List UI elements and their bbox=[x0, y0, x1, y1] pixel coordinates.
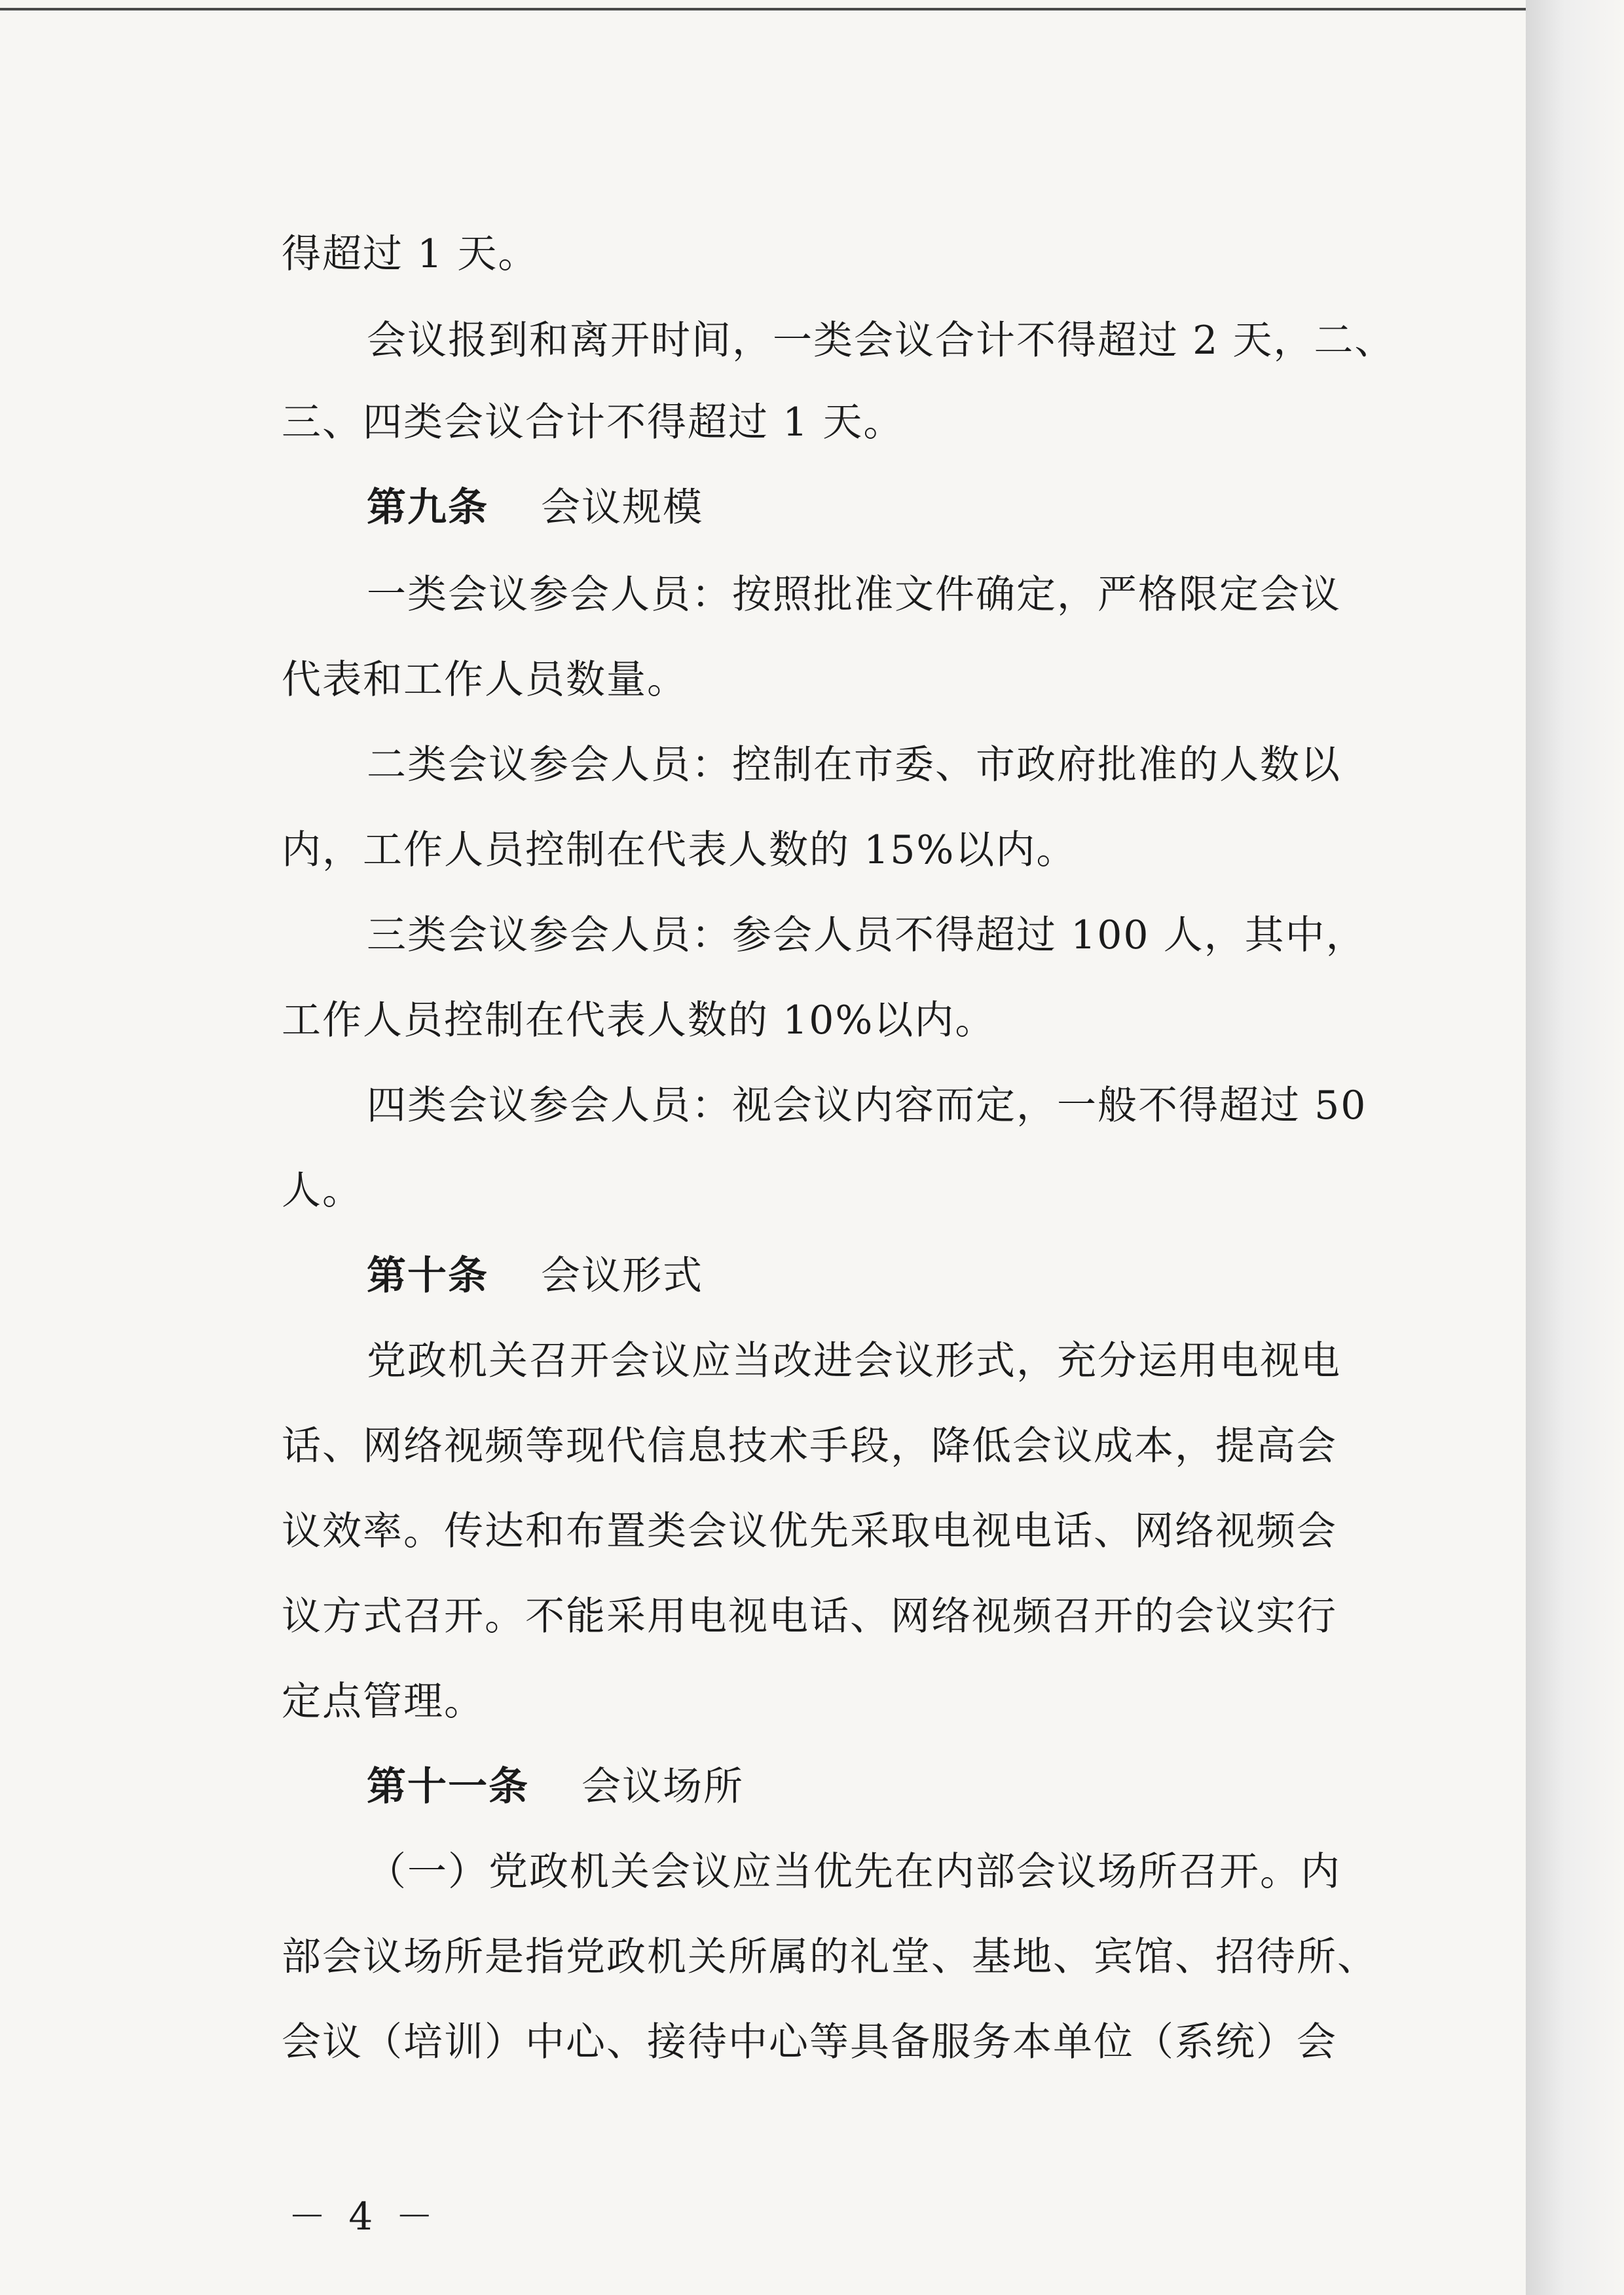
scan-edge-shadow bbox=[1526, 0, 1624, 2295]
paragraph-line: 三、四类会议合计不得超过 1 天。 bbox=[282, 400, 904, 445]
page-number: － 4 － bbox=[288, 2194, 439, 2239]
article-title: 会议场所 bbox=[581, 1764, 744, 1810]
paragraph-line: 会议报到和离开时间，一类会议合计不得超过 2 天，二、 bbox=[367, 318, 1395, 364]
paragraph-line: 二类会议参会人员：控制在市委、市政府批准的人数以 bbox=[367, 742, 1341, 788]
paragraph-line: 一类会议参会人员：按照批准文件确定，严格限定会议 bbox=[367, 572, 1341, 618]
article-number: 第十一条 bbox=[367, 1764, 529, 1810]
paragraph-line: 定点管理。 bbox=[282, 1679, 485, 1725]
paragraph-line: 工作人员控制在代表人数的 10%以内。 bbox=[282, 998, 996, 1043]
paragraph-line: 内，工作人员控制在代表人数的 15%以内。 bbox=[282, 827, 1077, 873]
article-heading-11 bbox=[367, 1761, 744, 1813]
paragraph-line: 得超过 1 天。 bbox=[282, 231, 539, 277]
article-title: 会议规模 bbox=[541, 485, 703, 531]
paragraph-line: 议效率。传达和布置类会议优先采取电视电话、网络视频会 bbox=[282, 1508, 1337, 1554]
top-border-line bbox=[0, 8, 1526, 10]
article-heading-9 bbox=[367, 481, 703, 534]
article-title: 会议形式 bbox=[541, 1253, 703, 1299]
paragraph-line: 四类会议参会人员：视会议内容而定，一般不得超过 50 bbox=[367, 1083, 1367, 1129]
paragraph-line: （一）党政机关会议应当优先在内部会议场所召开。内 bbox=[367, 1849, 1341, 1895]
article-number: 第十条 bbox=[367, 1253, 489, 1299]
paragraph-line: 话、网络视频等现代信息技术手段，降低会议成本，提高会 bbox=[282, 1423, 1337, 1469]
paragraph-line: 代表和工作人员数量。 bbox=[282, 657, 688, 703]
paragraph-line: 部会议场所是指党政机关所属的礼堂、基地、宾馆、招待所、 bbox=[282, 1934, 1378, 1980]
paragraph-line: 三类会议参会人员：参会人员不得超过 100 人，其中， bbox=[367, 912, 1367, 958]
paragraph-line: 党政机关召开会议应当改进会议形式，充分运用电视电 bbox=[367, 1338, 1341, 1384]
paragraph-line: 议方式召开。不能采用电视电话、网络视频召开的会议实行 bbox=[282, 1594, 1337, 1639]
article-heading-10 bbox=[367, 1250, 703, 1302]
article-number: 第九条 bbox=[367, 485, 489, 531]
paragraph-line: 会议（培训）中心、接待中心等具备服务本单位（系统）会 bbox=[282, 2019, 1337, 2065]
paragraph-line: 人。 bbox=[282, 1168, 363, 1214]
